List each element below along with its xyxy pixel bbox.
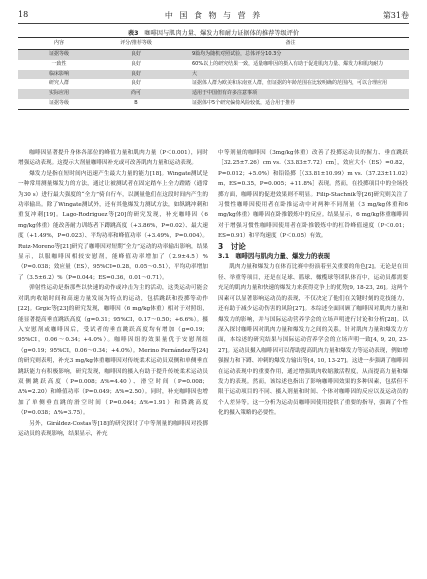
table-cell-note: 适用于中国但有许多注意事项 [172, 89, 409, 99]
table-cell-grade: B [100, 99, 172, 109]
left-text-column [18, 148, 208, 439]
table-row [18, 70, 409, 80]
body-paragraph: 弹射性运动是指那些以快速的动作或冲击为主的活动，这类运动可能会对肌肉收缩时间和高速力量发展为特点的运动，包括跳跃和投掷等动作[22]。Grgic等[23]的研究发现，咖啡因（6 mg/kg体重）相对于对照组，能显著提高垂直跳跃高度（g=0.31；95%CI，0.17～0.50；+6.6%）。摄入安慰剂或咖啡因后，受试者的垂直跳跃高度均有增加（g=0.19；95%CI，0.06～0.34；+4.0%）。咖啡因组的效果量优于安慰剂组（g=0.19；95%CI，0.06～0.34；+4.0%）。Merino Fernández等[24]的研究则表明，补充3 mg/kg体重咖啡因对传统柔术运动员双侧和单侧垂直跳跃能力有积极影响，研究发现，咖啡因的摄入有助于提升传统柔术运动员双侧跳跃高度（P=0.008；Δ%=4.40）、滑空时间（P=0.008；Δ%=2.20）和峰值功率（P=0.049；Δ%=2.50）。同时，补充咖啡因也增加了单侧垂直跳的滑空时间（P=0.044；Δ%=1.91）和降跳高度（P=0.038；Δ%=3.75）。 [18, 285, 208, 417]
table-cell-note: 大 [172, 70, 409, 80]
table-cell-grade: 良好 [130, 60, 141, 67]
right-text-column [218, 148, 408, 419]
table-header-cell: 内容 [18, 38, 100, 50]
table-cell-content: 研究人群 [48, 80, 69, 87]
table-cell-grade: 尚可 [100, 89, 172, 99]
page-number: 18 [18, 10, 29, 19]
table-header-cell: 备注 [172, 38, 409, 50]
table-cell-note: 9篇均为随机对照试验，总体评分10.3分 [172, 50, 409, 60]
body-paragraph: 另外，Giráldez-Costas等[18]的研究探讨了中等剂量的咖啡因对投掷运动员的表现影响，结果显示，补充 [18, 420, 208, 437]
table-caption [18, 28, 409, 37]
header-rule [18, 23, 409, 24]
body-paragraph: 中等剂量的咖啡因（3mg/kg体重）改善了投掷运动员的握力、垂直跳跃［32.25±7.26）cm vs.（33.83±7.72）cm］，效应大小（ES）=0.82，P=0.012；+5.0%）和铅铅掷［（33.81±10.99）m vs.（37.23±11.02）m，ES=0.35，P=0.005；+11.8%］表现。然而，在投掷项目中的全场投掷方面，咖啡因的促进效果则不明显。Filip-Stachnik等[26]研究则关注了习惯性咖啡因使用者在卧推运动中对两种不同剂量（3 mg/kg体重和6 mg/kg体重）咖啡因在卧推锻炼中的反应。结果显示，6 mg/kg体重咖啡因对于增强习惯性咖啡因使用者在卧推锻炼中的杠铃峰值速度（P＜0.01；ES=0.91）和平均速度（P＜0.05）有效。 [218, 150, 408, 240]
table-cell-content: 证据等级 [18, 99, 100, 109]
body-paragraph: 咖啡因显著提升身体各部位的峰值力量和肌肉力量（P＜0.001），同时增强运动表现。这提示大剂量咖啡因补充或可改善肌肉力量和运动表现。 [18, 150, 208, 167]
table-row [18, 99, 409, 109]
table-caption-number: 表3 [127, 30, 139, 37]
table-row [18, 60, 409, 70]
section-heading: 3 讨论 [218, 241, 246, 251]
table-cell-note: 证据体中5个研究偏倚风险较低，适合用于推荐 [172, 99, 409, 109]
subsection-heading: 3.1 咖啡因与肌肉力量、爆发力的表现 [218, 253, 330, 261]
page-header [18, 10, 409, 22]
table-cell-grade: 良好 [130, 80, 141, 87]
table-cell-content: 证据等级 [18, 50, 100, 60]
journal-title: 中 国 食 物 与 营 养 [164, 11, 263, 20]
table-cell-content: 实际应用 [18, 89, 100, 99]
table-cell-content: 临床影响 [18, 70, 100, 80]
body-paragraph: 爆发力是指在短时间内迅速产生最大力量的能力[18]。Wingate测试是一种常用测量爆发力的方法，通过让被测试者在固定踏车上全力蹬踏（通常为30 s）进行最大强度的“全力”骑自行车，以测量他们在这段时间内产生的功率输出。除了Wingate测试外，还有其他爆发力测试方法，如纵跳冲刺和重复冲刺[19]。Lago-Rodriguez等[20]的研究发现，补充咖啡因（6 mg/kg体重）能改善耐力训练者下蹲跳高度（+3.86%，P=0.02）、最大速度（+1.49%，P=0.023）、平均功率和峰值功率（+3.49%，P=0.004）。Ruiz-Moreno等[21]研究了咖啡因对短期“全力”运动的功率输出影响，结果显示，以服咖啡因相较安慰剂，能峰值功率增加了（2.9±4.5）%（P=0.038；效应量（ES），95%CI=0.28，0.05～0.51），平均功率增加了（3.5±6.2）%（P=0.044；ES=0.36，0.01～0.71）。 [18, 170, 208, 281]
body-paragraph: 肌肉力量和爆发力在体育比赛中扮演着至关重要的角色[2]。无论是在田径、举重等项目，还是在足球、篮球、橄榄球等团队体育中，运动员都需要充足的肌肉力量和快速的爆发力来获得竞争上的优势[9, 18-23, 26]。这两个因素可以显著影响运动员的表现，不仅决定了他们在关键时刻的竞技能力，还有助于减少运动伤害的风险[27]。本综述全面回顾了咖啡因对肌肉力量和爆发力的影响，并与国际运动营养学会的立场声明进行讨论和分析[28]。以深入探讨咖啡因对肌肉力量和爆发力之间的关系。针对肌肉力量和爆发力方面，本综述的研究结果与国际运动营养学会的立场声明一致[4, 9, 20, 23-27]。运动员摄入咖啡因可以帮助提高肌肉力量和爆发力等运动表现，例如增强握力和下蹲、冲刺的爆发力输出等[4, 10, 13-27]。这进一步强调了咖啡因在运动表现中的重要作用，通过增强肌肉收缩激活程度，从而提高力量和爆发力的表现。然而，该综述也指出了影响咖啡因效果的多种因素，包括但不限于运动项目的不同、摄入剂量和时间、个体对咖啡因的反应以及运动员的个人差异等。这一分析为运动员咖啡因使用提供了重要的指导，强调了个性化的摄入策略的必要性。 [218, 264, 408, 417]
table-cell-grade: 良好 [100, 50, 172, 60]
table-caption-text: 咖啡因与肌肉力量、爆发力和耐力证据体的推荐等级评价 [144, 30, 300, 37]
table-row [18, 50, 409, 60]
table-row [18, 79, 409, 89]
evidence-table [18, 37, 409, 110]
table-header-row [18, 38, 409, 50]
table-row [18, 89, 409, 99]
table-cell-grade: 良好 [100, 70, 172, 80]
table-cell-note: 60%以上的研究结果一致，适量咖啡因的摄入有助于促进肌肉力量、爆发力和肌肉耐力 [192, 60, 384, 67]
table-cell-note: 证据体人群为欧美和东南亚人群，但证据的年龄范围在比较明确的范围内，可以合理应用 [192, 80, 388, 87]
table-body [18, 50, 409, 110]
volume-label: 第31卷 [382, 11, 409, 20]
table-header-cell: 评分/推荐等级 [100, 38, 172, 50]
table-cell-content: 一致性 [51, 60, 67, 67]
